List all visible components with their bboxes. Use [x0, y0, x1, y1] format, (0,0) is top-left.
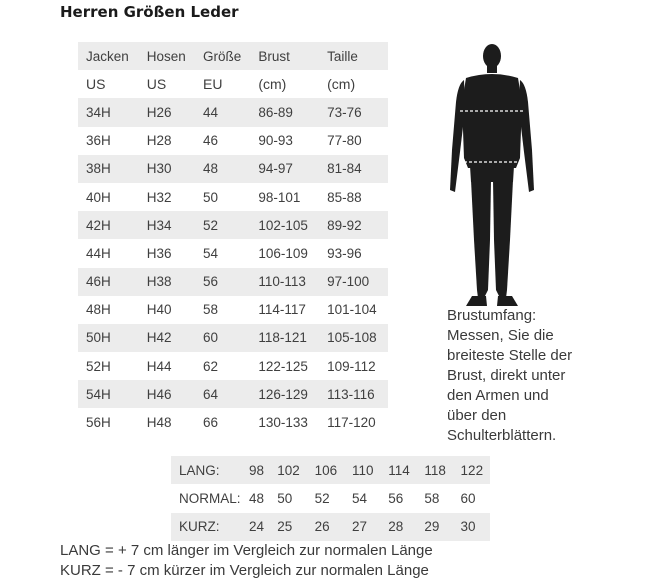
description-line: Schulterblättern. [447, 427, 557, 444]
table-row [78, 155, 388, 183]
table-cell: H32 [139, 183, 195, 211]
table-cell: Hosen [139, 42, 195, 70]
table-cell: 86-89 [250, 98, 319, 126]
table-cell: 126-129 [250, 380, 319, 408]
length-row [171, 456, 490, 484]
table-cell: (cm) [250, 70, 319, 98]
description-line: über den [447, 407, 507, 424]
table-cell: H28 [139, 127, 195, 155]
table-cell: 90-93 [250, 127, 319, 155]
table-cell: 54H [78, 380, 139, 408]
page-title: Herren Größen Leder [60, 3, 239, 21]
table-cell: 97-100 [319, 268, 388, 296]
table-cell: 110-113 [250, 268, 319, 296]
table-cell: 109-112 [319, 352, 388, 380]
table-cell: 54 [195, 239, 250, 267]
table-cell: 81-84 [319, 155, 388, 183]
table-cell: 62 [195, 352, 250, 380]
table-cell: 101-104 [319, 296, 388, 324]
length-cell: 106 [307, 456, 344, 484]
table-cell: 52H [78, 352, 139, 380]
table-cell: 44 [195, 98, 250, 126]
length-table [171, 456, 490, 541]
table-cell: 50H [78, 324, 139, 352]
table-cell: 52 [195, 211, 250, 239]
description-line: Messen, Sie die [447, 327, 554, 344]
length-cell: 98 [241, 456, 269, 484]
length-cell: 110 [344, 456, 380, 484]
table-cell: Größe [195, 42, 250, 70]
table-cell: 34H [78, 98, 139, 126]
length-cell: 27 [344, 513, 380, 541]
table-header-row [78, 70, 388, 98]
table-cell: 60 [195, 324, 250, 352]
table-cell: 56 [195, 268, 250, 296]
table-cell: H44 [139, 352, 195, 380]
table-cell: 58 [195, 296, 250, 324]
table-cell: H46 [139, 380, 195, 408]
length-cell: 50 [269, 484, 306, 512]
table-cell: H42 [139, 324, 195, 352]
table-cell: 117-120 [319, 408, 388, 436]
table-cell: 44H [78, 239, 139, 267]
length-cell: 24 [241, 513, 269, 541]
description-line: Brustumfang: [447, 307, 537, 324]
table-cell: 42H [78, 211, 139, 239]
length-cell: 60 [453, 484, 490, 512]
table-cell: 36H [78, 127, 139, 155]
chest-measure-description [447, 306, 647, 446]
length-cell: 114 [380, 456, 416, 484]
table-cell: H40 [139, 296, 195, 324]
length-cell: 48 [241, 484, 269, 512]
table-cell: 130-133 [250, 408, 319, 436]
table-cell: 89-92 [319, 211, 388, 239]
table-row [78, 98, 388, 126]
table-row [78, 324, 388, 352]
table-cell: H30 [139, 155, 195, 183]
table-cell: 114-117 [250, 296, 319, 324]
table-row [78, 239, 388, 267]
length-cell: 118 [416, 456, 452, 484]
description-line: breiteste Stelle der [447, 347, 573, 364]
table-row [78, 296, 388, 324]
table-cell: 56H [78, 408, 139, 436]
table-cell: Taille [319, 42, 388, 70]
table-cell: 102-105 [250, 211, 319, 239]
table-cell: 50 [195, 183, 250, 211]
table-cell: 48 [195, 155, 250, 183]
table-row [78, 352, 388, 380]
table-cell: H36 [139, 239, 195, 267]
table-cell: H34 [139, 211, 195, 239]
table-cell: EU [195, 70, 250, 98]
length-cell: 122 [453, 456, 490, 484]
note-kurz: KURZ = - 7 cm kürzer im Vergleich zur normalen Länge [60, 562, 429, 579]
table-cell: H38 [139, 268, 195, 296]
table-cell: 46H [78, 268, 139, 296]
length-cell: 102 [269, 456, 306, 484]
table-cell: 98-101 [250, 183, 319, 211]
length-cell: 30 [453, 513, 490, 541]
table-cell: 46 [195, 127, 250, 155]
man-silhouette-icon [432, 40, 552, 310]
table-cell: 122-125 [250, 352, 319, 380]
table-cell: 85-88 [319, 183, 388, 211]
table-row [78, 268, 388, 296]
table-cell: 38H [78, 155, 139, 183]
table-cell: 113-116 [319, 380, 388, 408]
table-cell: Brust [250, 42, 319, 70]
length-cell: 26 [307, 513, 344, 541]
length-cell: 56 [380, 484, 416, 512]
description-line: den Armen und [447, 387, 549, 404]
table-cell: H26 [139, 98, 195, 126]
table-cell: 93-96 [319, 239, 388, 267]
table-cell: 77-80 [319, 127, 388, 155]
table-row [78, 127, 388, 155]
length-row [171, 513, 490, 541]
length-cell: 28 [380, 513, 416, 541]
table-cell: H48 [139, 408, 195, 436]
length-cell: 29 [416, 513, 452, 541]
table-cell: 106-109 [250, 239, 319, 267]
length-row-label: NORMAL: [171, 484, 241, 512]
table-cell: 73-76 [319, 98, 388, 126]
table-row [78, 183, 388, 211]
table-cell: 94-97 [250, 155, 319, 183]
table-cell: US [78, 70, 139, 98]
table-cell: Jacken [78, 42, 139, 70]
table-cell: US [139, 70, 195, 98]
table-row [78, 408, 388, 436]
size-chart-table [78, 42, 388, 437]
length-row [171, 484, 490, 512]
table-cell: (cm) [319, 70, 388, 98]
length-cell: 52 [307, 484, 344, 512]
length-row-label: KURZ: [171, 513, 241, 541]
table-cell: 48H [78, 296, 139, 324]
table-cell: 40H [78, 183, 139, 211]
length-cell: 25 [269, 513, 306, 541]
table-header-row [78, 42, 388, 70]
length-cell: 54 [344, 484, 380, 512]
length-row-label: LANG: [171, 456, 241, 484]
note-lang: LANG = + 7 cm länger im Vergleich zur normalen Länge [60, 542, 433, 559]
table-cell: 64 [195, 380, 250, 408]
table-row [78, 211, 388, 239]
table-row [78, 380, 388, 408]
table-cell: 118-121 [250, 324, 319, 352]
length-cell: 58 [416, 484, 452, 512]
table-cell: 105-108 [319, 324, 388, 352]
table-cell: 66 [195, 408, 250, 436]
description-line: Brust, direkt unter [447, 367, 566, 384]
